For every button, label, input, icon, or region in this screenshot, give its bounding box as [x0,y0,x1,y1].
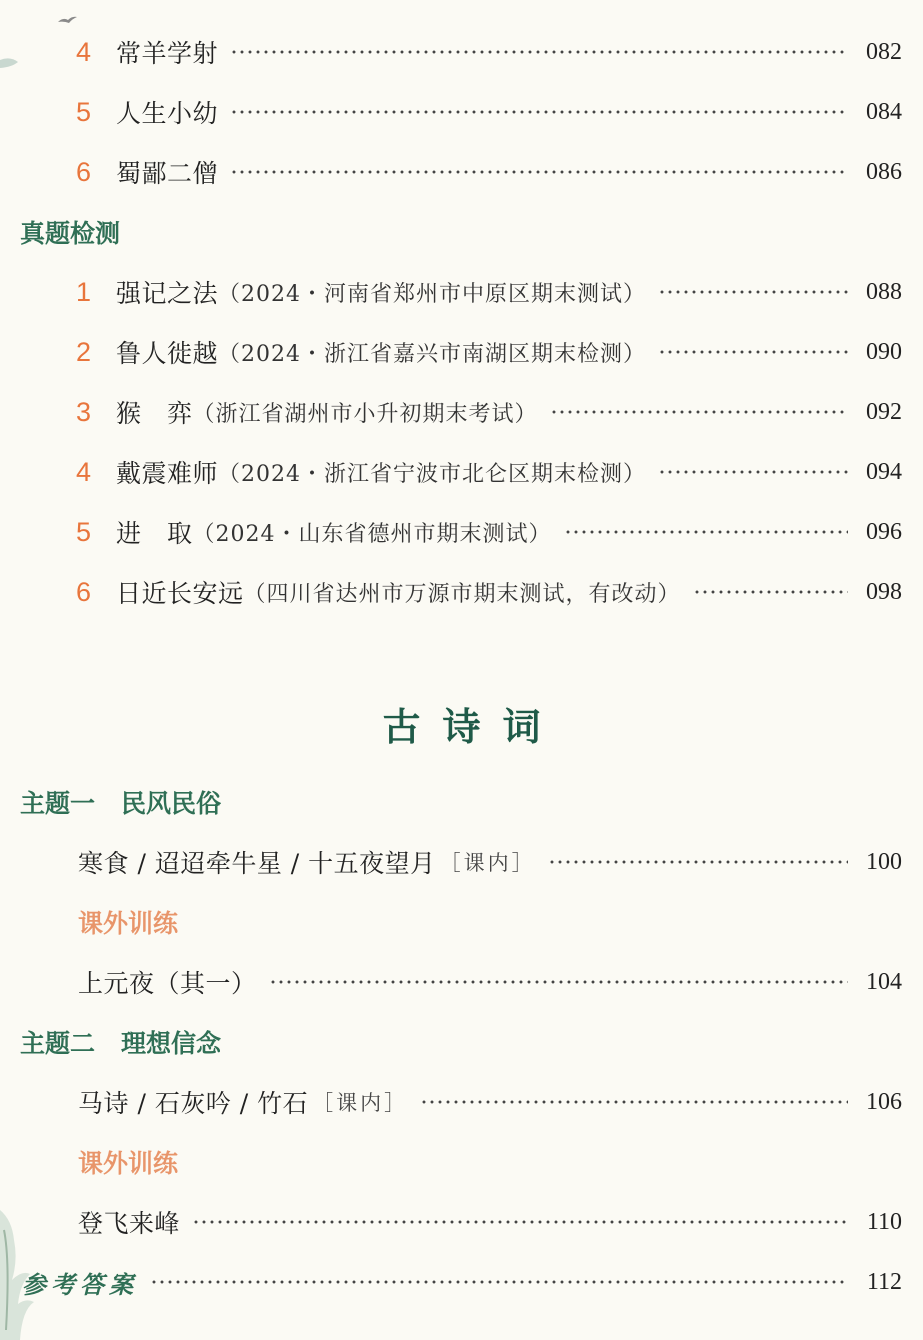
entry-title: 鲁人徙越 [116,339,219,368]
leader-dots [693,590,848,594]
entry-number: 2 [76,336,92,367]
section-heading-zhenti[interactable] [20,212,120,252]
answers-label: 参考答案 [22,1269,138,1299]
entry-number: 6 [76,576,92,607]
leader-dots [420,1100,848,1104]
entry-number: 4 [76,456,92,487]
toc-entry[interactable] [76,272,902,312]
entry-title: 寒食 / 迢迢牵牛星 / 十五夜望月 [78,849,436,878]
entry-number: 1 [76,276,92,307]
toc-entry[interactable] [78,1082,902,1122]
toc-entry-answers[interactable] [22,1262,902,1302]
entry-number: 3 [76,396,92,427]
entry-title: 马诗 / 石灰吟 / 竹石 [78,1089,309,1118]
toc-entry[interactable] [76,332,902,372]
page-number: 106 [866,1088,902,1115]
section-label: 真题检测 [20,219,121,248]
leader-dots [564,530,848,534]
entry-title: 上元夜（其一） [78,969,257,998]
theme-label: 主题一 [20,789,96,818]
entry-number: 6 [76,156,92,187]
toc-entry[interactable] [76,512,902,552]
leader-dots [230,50,848,54]
toc-entry[interactable] [76,572,902,612]
toc-entry[interactable] [76,392,902,432]
entry-source: （四川省达州市万源市期末测试，有改动） [243,581,681,607]
page-number: 090 [866,338,902,365]
entry-title: 猴 弈 [116,399,193,428]
page-number: 104 [866,968,902,995]
toc-entry[interactable] [76,452,902,492]
theme-heading-1[interactable] [20,782,221,822]
toc-entry[interactable] [76,32,902,72]
leader-dots [658,470,848,474]
page-number: 112 [866,1268,902,1295]
entry-title: 强记之法 [116,279,219,308]
page-number: 100 [866,848,902,875]
toc-entry[interactable] [78,962,902,1002]
entry-source: （浙江省湖州市小升初期末考试） [192,401,538,427]
toc-entry[interactable] [78,1202,902,1242]
leader-dots [230,110,848,114]
entry-number: 5 [76,96,92,127]
entry-source: （2024・山东省德州市期末测试） [192,521,552,547]
entry-title: 蜀鄙二僧 [116,159,219,188]
page-number: 084 [866,98,902,125]
page-number: 096 [866,518,902,545]
leader-dots [230,170,848,174]
entry-title: 日近长安远 [116,579,244,608]
entry-number: 5 [76,516,92,547]
entry-title: 常羊学射 [116,39,219,68]
entry-title: 人生小幼 [116,99,219,128]
page-number: 098 [866,578,902,605]
entry-tag: ［课内］ [439,851,536,875]
page-number: 088 [866,278,902,305]
subsection-heading-extra[interactable]: 课外训练 [78,1149,179,1178]
page-number: 092 [866,398,902,425]
chapter-heading-gushici: 古诗词 [382,704,563,749]
entry-source: （2024・河南省郑州市中原区期末测试） [218,281,647,307]
leader-dots [548,860,848,864]
page-number: 110 [866,1208,902,1235]
theme-name: 民风民俗 [121,789,222,818]
theme-name: 理想信念 [121,1029,222,1058]
page-number: 086 [866,158,902,185]
page-number: 094 [866,458,902,485]
theme-label: 主题二 [20,1029,96,1058]
toc-entry[interactable] [76,152,902,192]
entry-source: （2024・浙江省嘉兴市南湖区期末检测） [218,341,647,367]
theme-heading-2[interactable] [20,1022,221,1062]
leader-dots [550,410,848,414]
entry-number: 4 [76,36,92,67]
page-number: 082 [866,38,902,65]
leader-dots [658,290,848,294]
toc-entry[interactable] [78,842,902,882]
entry-source: （2024・浙江省宁波市北仑区期末检测） [218,461,647,487]
entry-title: 戴震难师 [116,459,219,488]
subsection-heading-extra[interactable]: 课外训练 [78,909,179,938]
leader-dots [269,980,848,984]
entry-tag: ［课内］ [312,1091,409,1115]
entry-title: 登飞来峰 [78,1209,181,1238]
leader-dots [192,1220,848,1224]
toc-entry[interactable] [76,92,902,132]
leader-dots [150,1280,848,1284]
entry-title: 进 取 [116,519,193,548]
leader-dots [658,350,848,354]
